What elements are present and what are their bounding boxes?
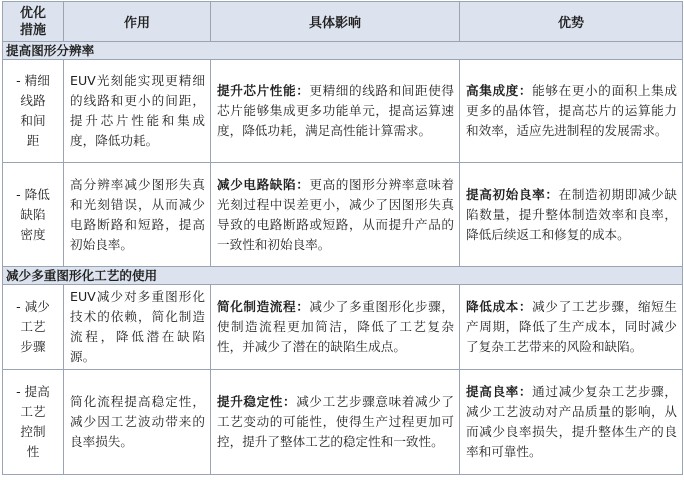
header-role: 作用 xyxy=(64,2,211,42)
euv-optimization-table xyxy=(2,1,683,475)
header-measure: 优化 措施 xyxy=(3,2,64,42)
impact-cell: 减少电路缺陷：更高的图形分辨率意味着光刻过程中误差更小，减少了因图形失真导致的电路断路或短路，从而提升产品的一致性和初始良率。 xyxy=(211,163,460,267)
table-row xyxy=(3,163,683,267)
table-row xyxy=(3,60,683,163)
measure-cell: - 提高 工艺 控制 性 xyxy=(3,370,64,475)
role-cell: 简化流程提高稳定性，减少因工艺波动带来的良率损失。 xyxy=(64,370,211,475)
header-row xyxy=(3,2,683,42)
impact-cell: 简化制造流程：减少了多重图形化步骤，使制造流程更加简洁，降低了工艺复杂性，并减少了潜在的缺陷生成点。 xyxy=(211,285,460,370)
impact-cell: 提升稳定性：减少工艺步骤意味着减少了工艺变动的可能性，使得生产过程更加可控，提升了整体工艺的稳定性和一致性。 xyxy=(211,370,460,475)
role-cell: EUV光刻能实现更精细的线路和更小的间距，提升芯片性能和集成度，降低功耗。 xyxy=(64,60,211,163)
role-cell: EUV减少对多重图形化技术的依赖，简化制造流程，降低潜在缺陷源。 xyxy=(64,285,211,370)
table-row xyxy=(3,285,683,370)
measure-cell: - 精细 线路 和间 距 xyxy=(3,60,64,163)
role-cell: 高分辨率减少图形失真和光刻错误，从而减少电路断路和短路，提高初始良率。 xyxy=(64,163,211,267)
impact-cell: 提升芯片性能：更精细的线路和间距使得芯片能够集成更多功能单元，提高运算速度，降低功耗，满足高性能计算需求。 xyxy=(211,60,460,163)
table-row xyxy=(3,370,683,475)
advantage-cell: 高集成度：能够在更小的面积上集成更多的晶体管，提高芯片的运算能力和效率，适应先进制程的发展需求。 xyxy=(460,60,683,163)
advantage-cell: 提高良率：通过减少复杂工艺步骤，减少工艺波动对产品质量的影响，从而减少良率损失，提升整体生产的良率和可靠性。 xyxy=(460,370,683,475)
advantage-cell: 提高初始良率：在制造初期即减少缺陷数量，提升整体制造效率和良率，降低后续返工和修复的成本。 xyxy=(460,163,683,267)
section-row xyxy=(3,267,683,285)
section-title: 提高图形分辨率 xyxy=(3,42,683,60)
section-row xyxy=(3,42,683,60)
advantage-cell: 降低成本：减少了工艺步骤，缩短生产周期，降低了生产成本，同时减少了复杂工艺带来的风险和缺陷。 xyxy=(460,285,683,370)
header-advantage: 优势 xyxy=(460,2,683,42)
measure-cell: - 减少 工艺 步骤 xyxy=(3,285,64,370)
measure-cell: - 降低 缺陷 密度 xyxy=(3,163,64,267)
header-impact: 具体影响 xyxy=(211,2,460,42)
section-title: 减少多重图形化工艺的使用 xyxy=(3,267,683,285)
